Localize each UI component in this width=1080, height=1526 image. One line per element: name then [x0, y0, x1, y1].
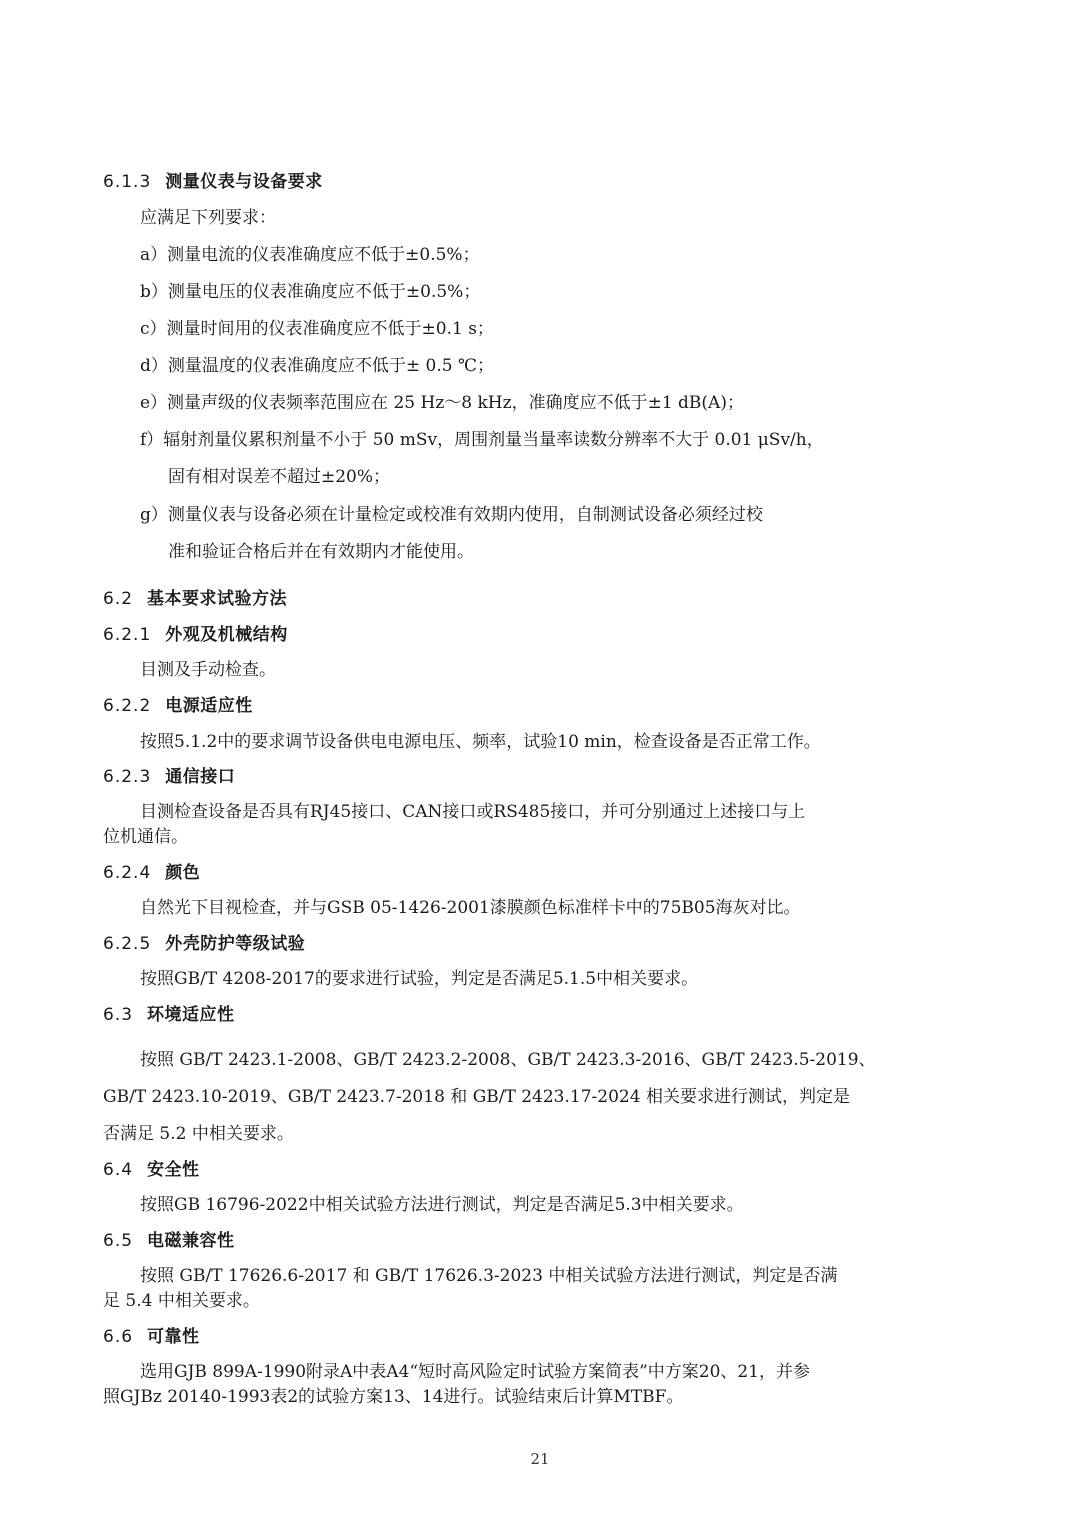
- section-title: 颜色: [165, 863, 201, 883]
- heading-6-2-2: [103, 694, 253, 718]
- section-title: 通信接口: [165, 767, 236, 787]
- section-title: 可靠性: [147, 1327, 200, 1347]
- paragraph-line-1: 按照 GB/T 2423.1-2008、GB/T 2423.2-2008、GB/T 2423.3-2016、GB/T 2423.5-2019、: [140, 1050, 876, 1070]
- list-item-e: e）测量声级的仪表频率范围应在 25 Hz～8 kHz，准确度应不低于±1 dB(A)；: [140, 393, 744, 413]
- section-number: 6.2.3: [103, 767, 152, 787]
- list-item-f: f）辐射剂量仪累积剂量不小于 50 mSv，周围剂量当量率读数分辨率不大于 0.01 μSv/h，: [140, 430, 824, 450]
- heading-6-2-3: [103, 765, 235, 789]
- paragraph-line-2: GB/T 2423.10-2019、GB/T 2423.7-2018 和 GB/T 2423.17-2024 相关要求进行测试，判定是: [103, 1087, 850, 1107]
- paragraph-line-2: 照GJBz 20140-1993表2的试验方案13、14进行。试验结束后计算MTBF。: [103, 1387, 684, 1407]
- paragraph: 按照GB 16796-2022中相关试验方法进行测试，判定是否满足5.3中相关要求。: [140, 1195, 744, 1215]
- list-item-a: a）测量电流的仪表准确度应不低于±0.5%；: [140, 245, 480, 265]
- heading-6-1-3: [103, 170, 323, 194]
- section-title: 环境适应性: [147, 1005, 235, 1025]
- section-number: 6.2.1: [103, 625, 152, 645]
- section-number: 6.4: [103, 1160, 134, 1180]
- paragraph-line-2: 足 5.4 中相关要求。: [103, 1291, 260, 1311]
- heading-6-2-5: [103, 932, 305, 956]
- list-item-c: c）测量时间用的仪表准确度应不低于±0.1 s；: [140, 319, 494, 339]
- section-number: 6.1.3: [103, 172, 152, 192]
- section-number: 6.2: [103, 589, 134, 609]
- section-number: 6.6: [103, 1327, 134, 1347]
- heading-6-3: [103, 1003, 235, 1027]
- heading-6-2-1: [103, 623, 288, 647]
- paragraph-line-2: 位机通信。: [103, 827, 188, 847]
- list-item-g-cont: 准和验证合格后并在有效期内才能使用。: [168, 542, 474, 562]
- section-title: 外壳防护等级试验: [165, 934, 306, 954]
- section-number: 6.3: [103, 1005, 134, 1025]
- list-item-f-cont: 固有相对误差不超过±20%；: [168, 467, 391, 487]
- paragraph-line-1: 按照 GB/T 17626.6-2017 和 GB/T 17626.3-2023 中相关试验方法进行测试，判定是否满: [140, 1266, 838, 1286]
- section-title: 电磁兼容性: [147, 1231, 235, 1251]
- heading-6-5: [103, 1229, 235, 1253]
- heading-6-6: [103, 1325, 200, 1349]
- paragraph-line-1: 选用GJB 899A-1990附录A中表A4“短时高风险定时试验方案简表”中方案20、21，并参: [140, 1362, 811, 1382]
- heading-6-4: [103, 1158, 200, 1182]
- list-item-b: b）测量电压的仪表准确度应不低于±0.5%；: [140, 282, 481, 302]
- section-number: 6.2.4: [103, 863, 152, 883]
- page-number: 21: [530, 1450, 550, 1468]
- paragraph: 目测及手动检查。: [140, 660, 276, 680]
- section-number: 6.2.2: [103, 696, 152, 716]
- paragraph: 自然光下目视检查，并与GSB 05-1426-2001漆膜颜色标准样卡中的75B05海灰对比。: [140, 898, 801, 918]
- paragraph-intro: 应满足下列要求：: [140, 208, 276, 228]
- section-title: 基本要求试验方法: [147, 589, 288, 609]
- list-item-g: g）测量仪表与设备必须在计量检定或校准有效期内使用，自制测试设备必须经过校: [140, 505, 763, 525]
- section-number: 6.2.5: [103, 934, 152, 954]
- paragraph: 按照5.1.2中的要求调节设备供电电源电压、频率，试验10 min，检查设备是否正常工作。: [140, 732, 821, 752]
- heading-6-2-4: [103, 861, 200, 885]
- section-title: 外观及机械结构: [165, 625, 288, 645]
- paragraph: 按照GB/T 4208-2017的要求进行试验，判定是否满足5.1.5中相关要求。: [140, 969, 699, 989]
- section-number: 6.5: [103, 1231, 134, 1251]
- section-title: 电源适应性: [165, 696, 253, 716]
- heading-6-2: [103, 587, 287, 611]
- paragraph-line-3: 否满足 5.2 中相关要求。: [103, 1124, 294, 1144]
- section-title: 测量仪表与设备要求: [165, 172, 323, 192]
- list-item-d: d）测量温度的仪表准确度应不低于± 0.5 ℃；: [140, 356, 494, 376]
- paragraph-line-1: 目测检查设备是否具有RJ45接口、CAN接口或RS485接口，并可分别通过上述接口与上: [140, 802, 806, 822]
- section-title: 安全性: [147, 1160, 200, 1180]
